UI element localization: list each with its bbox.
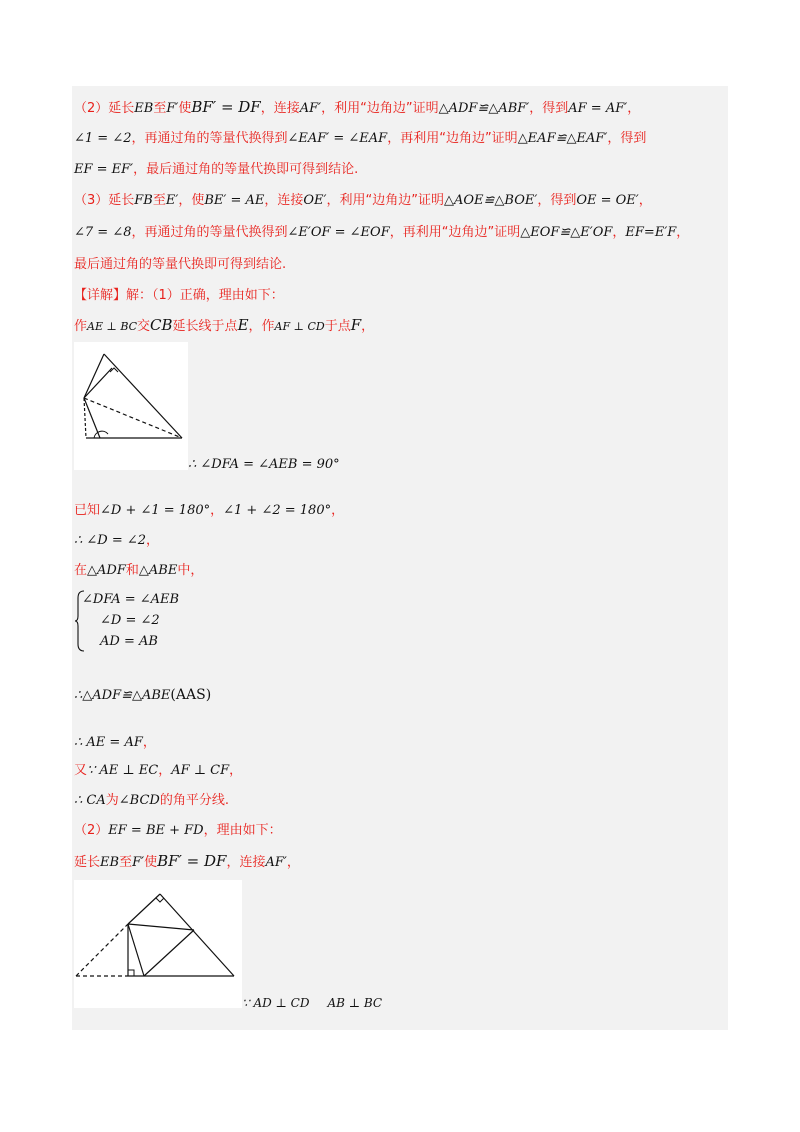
figure-2 xyxy=(74,880,242,1008)
congruence-line: ∴△ADF≌△ABE(AAS) xyxy=(74,687,212,703)
fig1-segment-af xyxy=(84,368,112,398)
fig2-segment-fpa xyxy=(76,924,128,976)
fig2-right-angle-b xyxy=(128,970,134,976)
system-row-1: ∠DFA = ∠AEB xyxy=(82,592,180,607)
part-2-construction: 延长EB至F′使BF′ = DF，连接AF′， xyxy=(74,852,300,870)
hint-line-3c: 最后通过角的等量代换即可得到结论. xyxy=(74,257,287,272)
given-line: 已知∠D + ∠1 = 180°，∠1 + ∠2 = 180°， xyxy=(74,503,345,518)
in-triangles-line: 在△ADF和△ABE中， xyxy=(74,563,204,578)
hint-line-2b: ∠1 = ∠2，再通过角的等量代换得到∠EAF′ = ∠EAF，再利用“边角边”证明△EAF≌△EAF′，得到 xyxy=(74,131,647,146)
construction-line-1: 作AE ⊥ BC交CB延长线于点E，作AF ⊥ CD于点F， xyxy=(74,316,375,334)
ae-af-line: ∴ AE = AF， xyxy=(74,735,156,750)
hint-line-2: （2）延长EB至F′使BF′ = DF，连接AF′，利用“边角边”证明△ADF≌△ABF′，得到AF = AF′， xyxy=(74,98,641,116)
angle-equal-line: ∴ ∠D = ∠2， xyxy=(74,533,160,548)
perpendicular-line: 又∵ AE ⊥ EC，AF ⊥ CF， xyxy=(74,763,243,778)
part-2-claim: （2）EF = BE + FD，理由如下： xyxy=(74,823,282,838)
fig1-segment-ae xyxy=(84,398,86,438)
conclusion-right-angles: ∴ ∠DFA = ∠AEB = 90° xyxy=(188,457,340,472)
hint-line-2c: EF = EF′，最后通过角的等量代换即可得到结论. xyxy=(74,162,359,177)
system-row-3: AD = AB xyxy=(100,634,158,649)
bisector-line: ∴ CA为∠BCD的角平分线. xyxy=(74,793,229,808)
hint-line-3b: ∠7 = ∠8，再通过角的等量代换得到∠E′OF = ∠EOF，再利用“边角边”证明△EOF≌△E′OF，EF=E′F， xyxy=(74,225,690,240)
fig1-angle-1-arc xyxy=(94,431,108,438)
hint-line-3: （3）延长FB至E′，使BE′ = AE，连接OE′，利用“边角边”证明△AOE≌△BOE′，得到OE = OE′， xyxy=(74,193,652,208)
fig2-segment-dc xyxy=(160,894,234,976)
fig2-segment-ef xyxy=(144,930,194,976)
system-row-2: ∠D = ∠2 xyxy=(100,613,160,628)
figure-1 xyxy=(74,342,188,470)
fig2-segment-af xyxy=(128,924,194,930)
fig1-segment-dc xyxy=(104,354,182,438)
perpendicular-given-line: ∵ AD ⊥ CD AB ⊥ BC xyxy=(242,996,383,1010)
fig2-right-angle-d xyxy=(156,898,164,902)
fig2-segment-ae xyxy=(128,924,144,976)
fig1-segment-da xyxy=(84,354,104,398)
detail-heading: 【详解】解：（1）正确，理由如下： xyxy=(74,288,284,303)
fig2-segment-da xyxy=(128,894,160,924)
